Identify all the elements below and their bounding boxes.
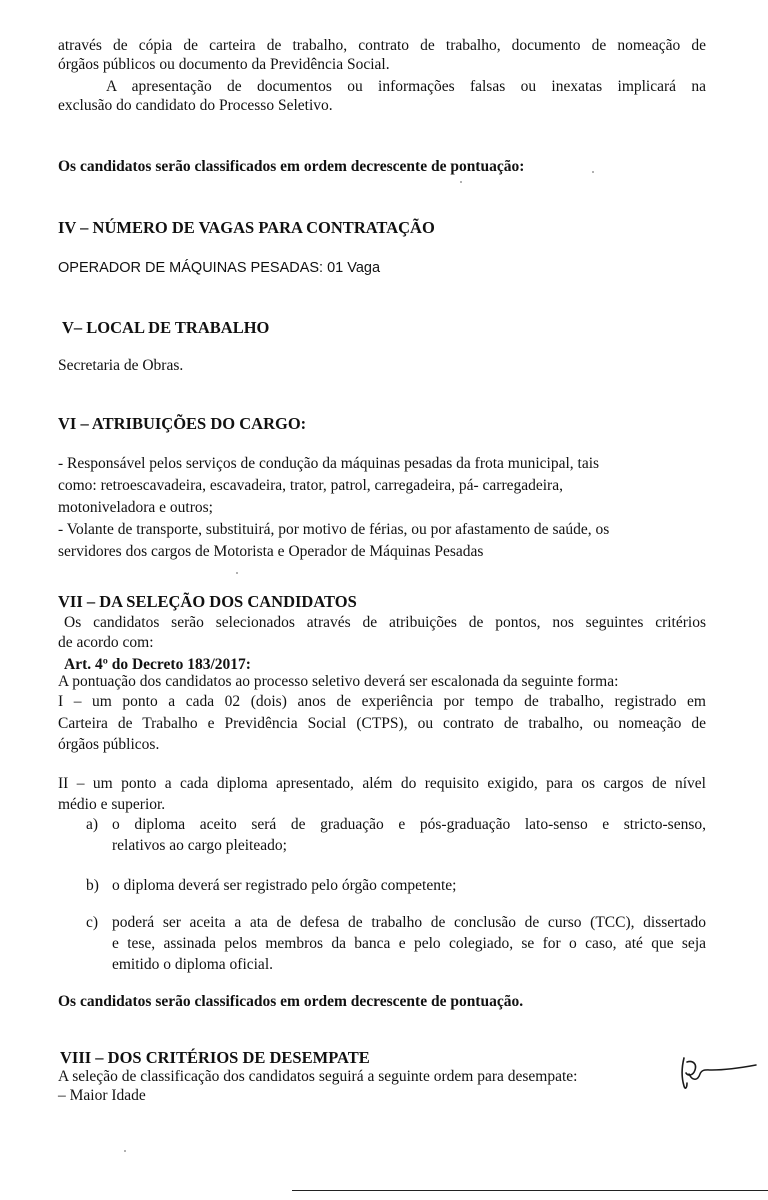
- classification-note-1: Os candidatos serão classificados em ordem decrescente de pontuação:: [58, 158, 525, 175]
- intro-line-4: exclusão do candidato do Processo Seletivo.: [58, 97, 333, 114]
- intro-line-1: através de cópia de carteira de trabalho, contrato de trabalho, documento de nomeação de: [58, 37, 706, 54]
- sub-item-c-line: emitido o diploma oficial.: [112, 956, 273, 973]
- sub-item-b-marker: b): [86, 877, 99, 894]
- initials-signature-mark: [676, 1052, 758, 1096]
- section-vi-line: servidores dos cargos de Motorista e Operador de Máquinas Pesadas: [58, 543, 484, 560]
- section-v-text: Secretaria de Obras.: [58, 357, 184, 374]
- section-viii-line-2: – Maior Idade: [58, 1087, 146, 1104]
- item-i-line: Carteira de Trabalho e Previdência Social (CTPS), ou contrato de trabalho, ou nomeação de: [58, 715, 706, 732]
- section-vi-line: - Volante de transporte, substituirá, por motivo de férias, ou por afastamento de saúde, os: [58, 521, 610, 538]
- scan-speck: [460, 181, 462, 183]
- sub-item-c-line: e tese, assinada pelos membros da banca e pelo colegiado, se for o caso, até que seja: [112, 935, 706, 952]
- classification-note-2: Os candidatos serão classificados em ordem decrescente de pontuação.: [58, 993, 524, 1010]
- sub-item-a-line: relativos ao cargo pleiteado;: [112, 837, 287, 854]
- sub-item-c-line: poderá ser aceita a ata de defesa de trabalho de conclusão de curso (TCC), dissertado: [112, 914, 706, 931]
- section-viii-line-1: A seleção de classificação dos candidatos seguirá a seguinte ordem para desempate:: [58, 1068, 578, 1085]
- section-vi-line: motoniveladora e outros;: [58, 499, 213, 516]
- section-vi-line: - Responsável pelos serviços de condução da máquinas pesadas da frota municipal, tais: [58, 455, 600, 472]
- article-reference: Art. 4º do Decreto 183/2017:: [64, 656, 251, 673]
- item-i-line: órgãos públicos.: [58, 736, 160, 753]
- section-v-heading: V– LOCAL DE TRABALHO: [62, 318, 270, 337]
- section-vi-line: como: retroescavadeira, escavadeira, trator, patrol, carregadeira, pá- carregadeira,: [58, 477, 563, 494]
- item-i-line: I – um ponto a cada 02 (dois) anos de experiência por tempo de trabalho, registrado em: [58, 693, 706, 710]
- intro-line-2: órgãos públicos ou documento da Previdência Social.: [58, 56, 390, 73]
- section-vii-intro-line-2: de acordo com:: [58, 634, 154, 651]
- sub-item-a-line: o diploma aceito será de graduação e pós-graduação lato-senso e stricto-senso,: [112, 816, 706, 833]
- sub-item-b-line: o diploma deverá ser registrado pelo órgão competente;: [112, 877, 457, 894]
- section-vii-intro-line-1: Os candidatos serão selecionados através de atribuições de pontos, nos seguintes critérios: [64, 614, 706, 631]
- item-ii-line: II – um ponto a cada diploma apresentado, além do requisito exigido, para os cargos de nível: [58, 775, 706, 792]
- bottom-rule: [292, 1190, 768, 1191]
- sub-item-a-marker: a): [86, 816, 99, 833]
- scan-speck: [236, 572, 238, 574]
- section-vii-heading: VII – DA SELEÇÃO DOS CANDIDATOS: [58, 592, 357, 611]
- intro-line-3: A apresentação de documentos ou informações falsas ou inexatas implicará na: [106, 78, 706, 95]
- article-line: A pontuação dos candidatos ao processo seletivo deverá ser escalonada da seguinte forma:: [58, 673, 619, 690]
- section-vi-heading: VI – ATRIBUIÇÕES DO CARGO:: [58, 414, 307, 433]
- section-iv-text: OPERADOR DE MÁQUINAS PESADAS: 01 Vaga: [58, 260, 381, 276]
- scan-speck: [592, 171, 594, 173]
- section-viii-heading: VIII – DOS CRITÉRIOS DE DESEMPATE: [60, 1048, 370, 1067]
- section-iv-heading: IV – NÚMERO DE VAGAS PARA CONTRATAÇÃO: [58, 218, 435, 237]
- item-ii-line: médio e superior.: [58, 796, 166, 813]
- sub-item-c-marker: c): [86, 914, 99, 931]
- scan-speck: [124, 1150, 126, 1152]
